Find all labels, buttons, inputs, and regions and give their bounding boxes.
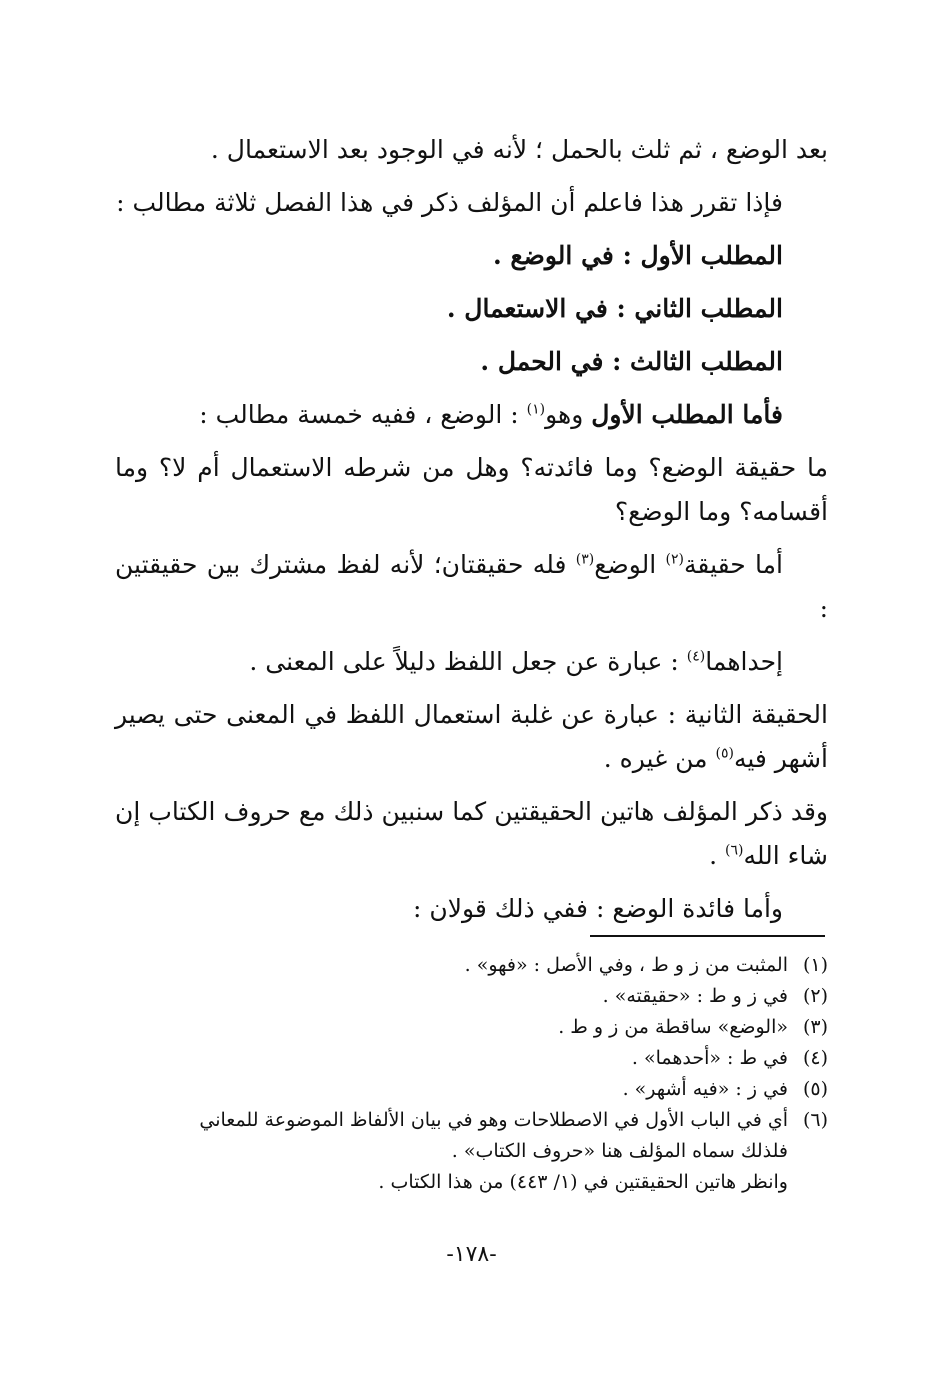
footnote-text: المثبت من ز و ط ، وفي الأصل : «فهو» . (464, 954, 788, 976)
paragraph-11-a: وقد ذكر المؤلف هاتين الحقيقتين كما سنبين ذلك مع حروف الكتاب إن شاء الله (115, 797, 828, 870)
paragraph-11 (115, 790, 828, 878)
paragraph-2: فإذا تقرر هذا فاعلم أن المؤلف ذكر في هذا الفصل ثلاثة مطالب : (116, 188, 783, 217)
footnote-ref-3[interactable]: (٣) (575, 551, 595, 568)
footnote-item (115, 1074, 828, 1105)
footnote-text: في ز : «فيه أشهر» . (622, 1078, 788, 1100)
footnote-text: في ط : «أحدهما» . (631, 1047, 788, 1069)
footnote-line: فلذلك سماه المؤلف هنا «حروف الكتاب» . (451, 1140, 788, 1162)
paragraph-9 (115, 640, 828, 684)
paragraph-8-b: الوضع (594, 550, 666, 579)
footnote-text: في ز و ط : «حقيقته» . (602, 985, 788, 1007)
footnote-number: (١) (802, 954, 828, 976)
footnote-text (115, 1105, 788, 1167)
footnote-ref-6[interactable]: (٦) (725, 842, 744, 859)
footnote-item (115, 1105, 828, 1167)
footnote-ref-2[interactable]: (٢) (665, 551, 685, 568)
paragraph-9-a: إحداهما (705, 647, 783, 676)
paragraph-9-b: : عبارة عن جعل اللفظ دليلاً على المعنى . (249, 647, 687, 676)
page-number: -١٧٨- (446, 1242, 497, 1267)
paragraph-6 (115, 393, 828, 437)
footnote-number: (٢) (802, 985, 828, 1007)
footnote-item (115, 1043, 828, 1074)
paragraph-8 (115, 543, 828, 631)
paragraph-6-mid: وهو (545, 400, 592, 429)
footnotes (115, 950, 828, 1198)
heading-first-requirement: المطلب الأول : في الوضع . (492, 241, 783, 270)
paragraph-7: ما حقيقة الوضع؟ وما فائدته؟ وهل من شرطه الاستعمال أم لا؟ وما أقسامه؟ وما الوضع؟ (115, 453, 828, 526)
footnote-number: (٦) (802, 1109, 828, 1131)
paragraph-6-bold: فأما المطلب الأول (591, 400, 783, 429)
footnote-ref-4[interactable]: (٤) (686, 648, 706, 665)
paragraph-8-a: أما حقيقة (684, 550, 783, 579)
footnote-number: (٥) (802, 1078, 828, 1100)
footnote-ref-1[interactable]: (١) (526, 401, 546, 418)
paragraph-12: وأما فائدة الوضع : ففي ذلك قولان : (413, 894, 783, 923)
footnote-item (115, 950, 828, 981)
main-text (115, 128, 828, 940)
footnote-item (115, 981, 828, 1012)
paragraph-10-b: من غيره . (603, 744, 716, 773)
footnote-text: «الوضع» ساقطة من ز و ط . (558, 1016, 788, 1038)
paragraph-11-b: . (709, 841, 726, 870)
footnote-ref-5[interactable]: (٥) (715, 745, 734, 762)
footnote-number: (٤) (802, 1047, 828, 1069)
footnote-divider (590, 935, 825, 937)
paragraph-6-rest: : الوضع ، ففيه خمسة مطالب : (199, 400, 527, 429)
paragraph-10 (115, 693, 828, 781)
heading-second-requirement: المطلب الثاني : في الاستعمال . (446, 294, 783, 323)
paragraph-1: بعد الوضع ، ثم ثلث بالحمل ؛ لأنه في الوجود بعد الاستعمال . (210, 135, 828, 164)
paragraph-8-c: فله حقيقتان؛ لأنه لفظ مشترك بين حقيقتين : (115, 550, 828, 623)
paragraph-10-a: الحقيقة الثانية : عبارة عن غلبة استعمال اللفظ في المعنى حتى يصير أشهر فيه (115, 700, 828, 773)
footnote-extra: وانظر هاتين الحقيقتين في (١/ ٤٤٣) من هذا الكتاب . (378, 1171, 788, 1193)
footnote-item (115, 1012, 828, 1043)
footnote-line: أي في الباب الأول في الاصطلاحات وهو في بيان الألفاظ الموضوعة للمعاني (199, 1109, 788, 1131)
footnote-number: (٣) (802, 1016, 828, 1038)
heading-third-requirement: المطلب الثالث : في الحمل . (480, 347, 783, 376)
